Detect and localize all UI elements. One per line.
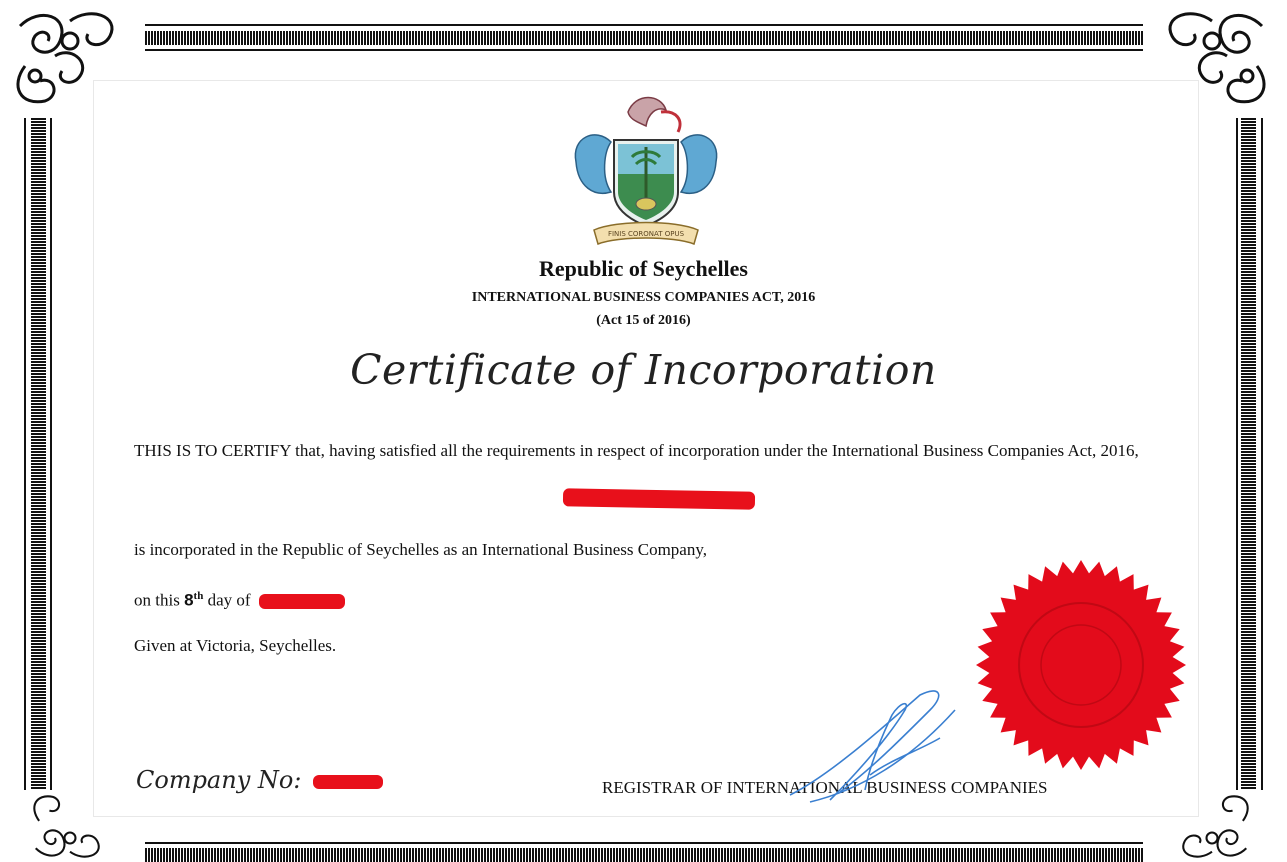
corner-ornament-top-right — [1152, 6, 1272, 111]
registrar-title: REGISTRAR OF INTERNATIONAL BUSINESS COMPANIES — [602, 778, 1048, 797]
date-day: 8 — [184, 590, 194, 610]
corner-ornament-top-left — [10, 6, 130, 111]
date-line — [134, 583, 345, 614]
date-day-suffix: th — [193, 590, 204, 602]
coat-of-arms-emblem — [566, 92, 726, 248]
given-at-location: Given at Victoria, Seychelles. — [134, 636, 337, 655]
incorporation-statement: is incorporated in the Republic of Seychelles as an International Business Company, — [134, 540, 707, 559]
coat-of-arms-motto: FINIS CORONAT OPUS — [607, 230, 685, 238]
company-number-line — [136, 766, 383, 794]
date-middle: day of — [207, 590, 251, 610]
date-prefix: on this — [134, 590, 180, 610]
act-number: (Act 15 of 2016) — [596, 313, 691, 328]
red-seal — [974, 558, 1188, 772]
corner-ornament-bottom-left — [10, 790, 130, 862]
certificate-title: Certificate of Incorporation — [350, 346, 937, 394]
act-title: INTERNATIONAL BUSINESS COMPANIES ACT, 2016 — [471, 290, 816, 305]
redacted-company-number — [313, 775, 383, 789]
certify-paragraph: THIS IS TO CERTIFY that, having satisfied all the requirements in respect of incorporation under the International Business Companies Act, 2016, — [134, 441, 1139, 460]
redacted-month-year — [259, 594, 345, 609]
company-number-label: Company No: — [136, 766, 302, 794]
redacted-company-name — [563, 488, 755, 509]
country-title: Republic of Seychelles — [539, 256, 748, 281]
registrar-signature — [770, 680, 970, 810]
corner-ornament-bottom-right — [1152, 790, 1272, 862]
